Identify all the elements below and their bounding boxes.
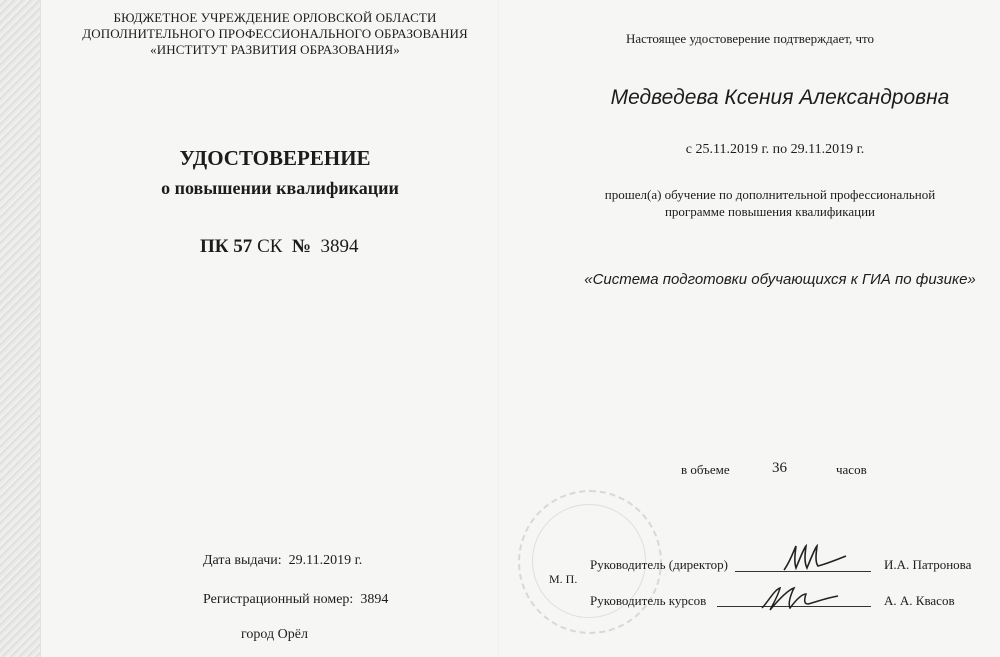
training-period: с 25.11.2019 г. по 29.11.2019 г. xyxy=(685,142,865,157)
certificate-title: УДОСТОВЕРЕНИЕ xyxy=(179,146,371,170)
series-code: ПК 57 xyxy=(200,236,253,257)
holder-name: Медведева Ксения Александровна xyxy=(610,86,950,109)
registration-number-value: 3894 xyxy=(360,592,389,607)
course-head-signature xyxy=(760,584,840,614)
certificate-number xyxy=(200,236,359,258)
series-suffix: СК xyxy=(257,236,283,257)
certificate-subtitle: о повышении квалификации xyxy=(161,178,399,198)
registration-number-label: Регистрационный номер: xyxy=(203,592,354,607)
training-description-line-1: прошел(а) обучение по дополнительной профессиональной xyxy=(604,187,936,202)
organization-line-1: БЮДЖЕТНОЕ УЧРЕЖДЕНИЕ ОРЛОВСКОЙ ОБЛАСТИ xyxy=(113,10,437,25)
director-signature xyxy=(780,540,850,576)
registration-number xyxy=(203,592,388,608)
number-value: 3894 xyxy=(320,236,359,257)
volume-unit: часов xyxy=(836,462,867,477)
issue-date-label: Дата выдачи: xyxy=(203,553,282,568)
decorative-border xyxy=(0,0,41,657)
issue-city: город Орёл xyxy=(241,627,308,642)
organization-line-2: ДОПОЛНИТЕЛЬНОГО ПРОФЕССИОНАЛЬНОГО ОБРАЗОВАНИЯ xyxy=(82,26,468,41)
page-fold xyxy=(498,0,500,657)
organization-line-3: «ИНСТИТУТ РАЗВИТИЯ ОБРАЗОВАНИЯ» xyxy=(150,42,400,57)
issue-date xyxy=(203,553,362,569)
stamp-place-label: М. П. xyxy=(549,572,578,586)
volume-label: в объеме xyxy=(681,462,730,477)
director-name: И.А. Патронова xyxy=(884,557,972,572)
course-head-name: А. А. Квасов xyxy=(884,593,955,608)
number-sign: № xyxy=(291,236,312,257)
training-description xyxy=(570,186,970,220)
program-title: «Система подготовки обучающихся к ГИА по физике» xyxy=(584,271,976,288)
training-description-line-2: программе повышения квалификации xyxy=(664,204,876,219)
confirmation-text: Настоящее удостоверение подтверждает, что xyxy=(625,31,874,46)
director-label: Руководитель (директор) xyxy=(590,557,728,572)
organization-header xyxy=(40,10,510,58)
volume-hours: 36 xyxy=(772,460,787,476)
course-head-label: Руководитель курсов xyxy=(590,593,707,608)
issue-date-value: 29.11.2019 г. xyxy=(288,553,363,568)
